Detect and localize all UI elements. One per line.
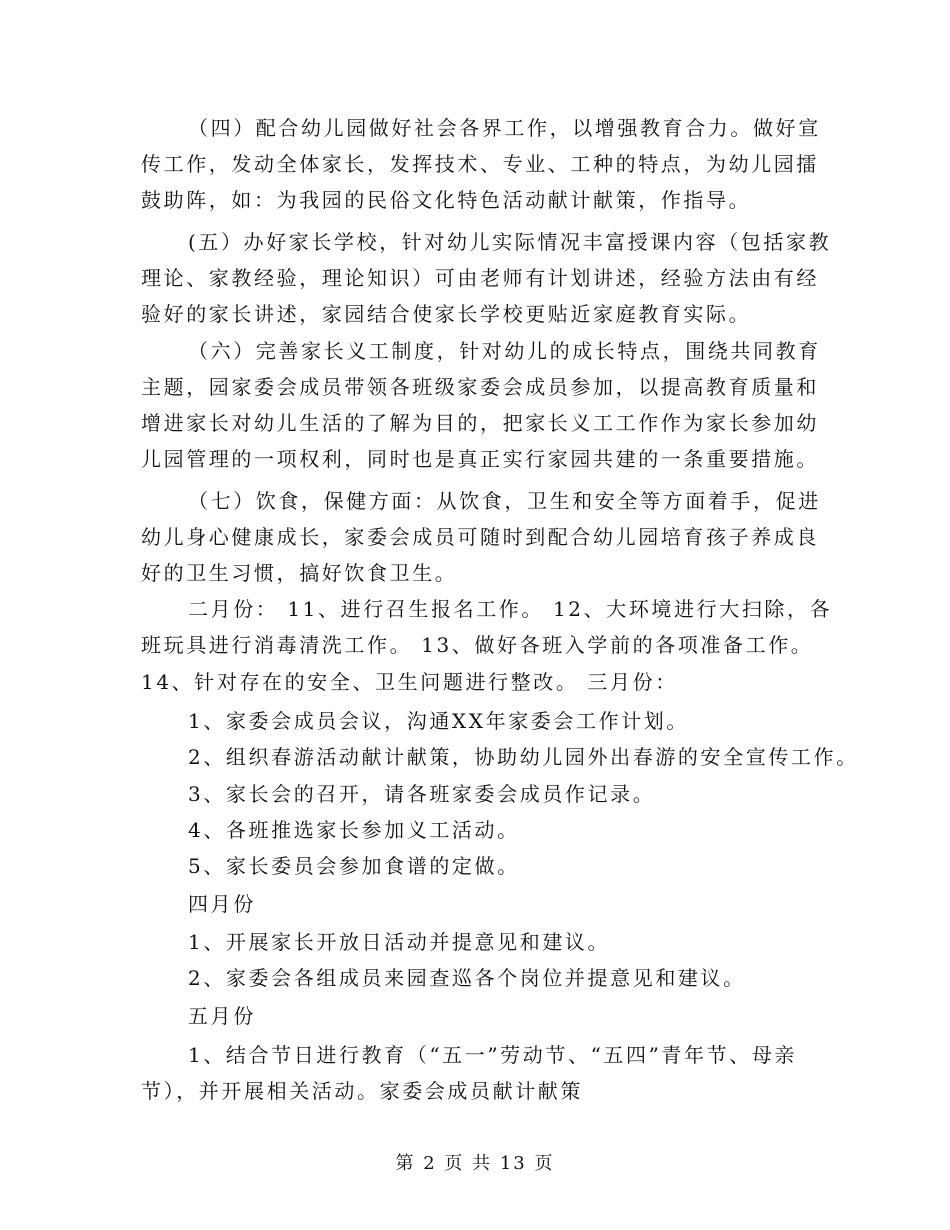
text-line: 四月份 [188,892,256,916]
text-line: 二月份： 11、进行召生报名工作。 12、大环境进行大扫除，各 [188,597,833,621]
text-line: 好的卫生习惯，搞好饮食卫生。 [141,561,458,585]
text-line: 幼儿身心健康成长，家委会成员可随时到配合幼儿园培育孩子养成良 [141,525,819,549]
text-line: 理论、家教经验，理论知识）可由老师有计划讲述，经验方法由有经 [141,266,819,290]
text-line: 1、家委会成员会议，沟通XX年家委会工作计划。 [188,709,690,733]
text-line: 儿园管理的一项权利，同时也是真正实行家园共建的一条重要措施。 [141,447,819,471]
text-line: 1、开展家长开放日活动并提意见和建议。 [188,930,611,954]
text-line: 鼓助阵，如：为我园的民俗文化特色活动献计献策，作指导。 [141,188,752,212]
text-line: (五）办好家长学校，针对幼儿实际情况丰富授课内容（包括家教 [188,230,832,254]
text-line: 增进家长对幼儿生活的了解为目的，把家长义工工作作为家长参加幼 [141,411,819,435]
text-line: 5、家长委员会参加食谱的定做。 [188,854,520,878]
text-line: 2、组织春游活动献计献策，协助幼儿园外出春游的安全宣传工作。 [188,745,859,769]
text-line: 2、家委会各组成员来园查巡各个岗位并提意见和建议。 [188,966,746,990]
page-number-footer: 第 2 页 共 13 页 [395,1153,555,1174]
text-line: （六）完善家长义工制度，针对幼儿的成长特点，围绕共同教育 [188,339,821,363]
text-line: 传工作，发动全体家长，发挥技术、专业、工种的特点，为幼儿园擂 [141,152,819,176]
text-line: （七）饮食，保健方面：从饮食，卫生和安全等方面着手，促进 [188,489,821,513]
text-line: 3、家长会的召开，请各班家委会成员作记录。 [188,782,656,806]
text-line: （四）配合幼儿园做好社会各界工作，以增强教育合力。做好宣 [188,116,821,140]
text-line: 节），并开展相关活动。家委会成员献计献策 [141,1079,583,1103]
text-line: 4、各班推选家长参加义工活动。 [188,818,520,842]
text-line: 五月份 [188,1004,256,1028]
text-line: 14、针对存在的安全、卫生问题进行整改。 三月份： [141,670,678,694]
text-line: 1、结合节日进行教育（“五一”劳动节、“五四”青年节、母亲 [188,1043,798,1067]
text-line: 验好的家长讲述，家园结合使家长学校更贴近家庭教育实际。 [141,302,752,326]
text-line: 班玩具进行消毒清洗工作。 13、做好各班入学前的各项准备工作。 [141,633,814,657]
text-line: 主题，园家委会成员带领各班级家委会成员参加，以提高教育质量和 [141,375,819,399]
